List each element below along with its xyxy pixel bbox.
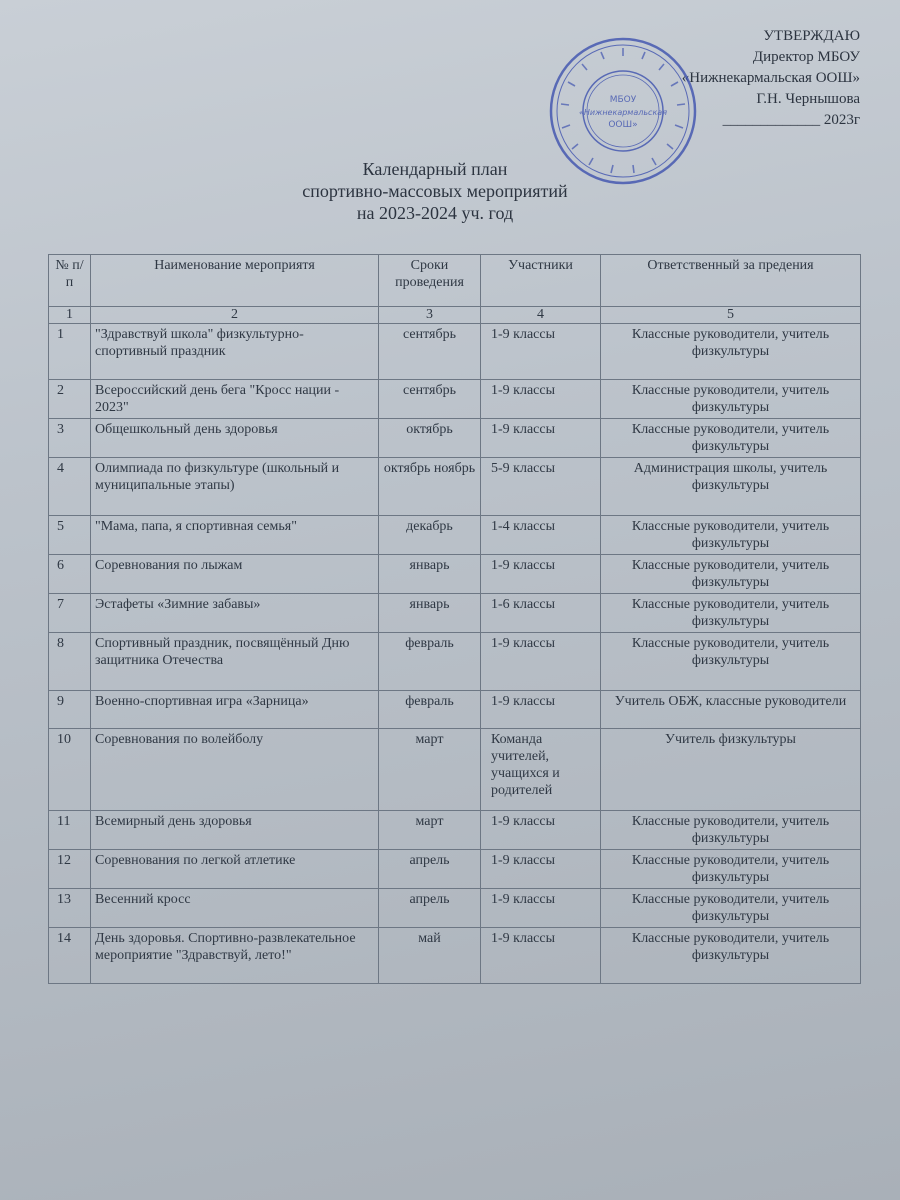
responsible-cell: Класcные руководители, учитель физкультуры xyxy=(601,419,861,458)
title-line-3: на 2023-2024 уч. год xyxy=(356,203,514,223)
responsible-cell: Класcные руководители, учитель физкультуры xyxy=(601,889,861,928)
column-number-row xyxy=(49,307,861,324)
row-number: 2 xyxy=(49,380,91,419)
approval-heading: УТВЕРЖДАЮ xyxy=(763,28,860,44)
column-number: 1 xyxy=(49,307,91,324)
responsible-cell: Класcные руководители, учитель физкультуры xyxy=(601,633,861,691)
responsible-cell: Класcные руководители, учитель физкультуры xyxy=(601,594,861,633)
table-row xyxy=(49,633,861,691)
row-number: 13 xyxy=(49,889,91,928)
table-row xyxy=(49,555,861,594)
column-number: 5 xyxy=(601,307,861,324)
event-date-cell: март xyxy=(379,729,481,811)
participants-cell: 1-9 классы xyxy=(481,324,601,380)
events-table xyxy=(48,254,861,984)
event-name-cell: Соревнования по волейболу xyxy=(91,729,379,811)
row-number: 9 xyxy=(49,691,91,729)
table-row xyxy=(49,850,861,889)
event-date-cell: октябрь xyxy=(379,419,481,458)
table-row xyxy=(49,516,861,555)
row-number: 1 xyxy=(49,324,91,380)
participants-cell: 1-9 классы xyxy=(481,889,601,928)
table-header-row xyxy=(49,255,861,307)
event-name-cell: Военно-спортивная игра «Зарница» xyxy=(91,691,379,729)
event-name-cell: "Здравствуй школа" физкультурно-спортивный праздник xyxy=(91,324,379,380)
event-date-cell: февраль xyxy=(379,633,481,691)
row-number: 5 xyxy=(49,516,91,555)
participants-cell: 1-9 классы xyxy=(481,380,601,419)
event-name-cell: Соревнования по легкой атлетике xyxy=(91,850,379,889)
approval-date: _____________ 2023г xyxy=(722,112,860,128)
stamp-text-1: МБОУ xyxy=(609,95,637,105)
table-row xyxy=(49,691,861,729)
table-row xyxy=(49,889,861,928)
header-participants: Участники xyxy=(481,255,601,307)
column-number: 2 xyxy=(91,307,379,324)
responsible-cell: Класcные руководители, учитель физкультуры xyxy=(601,324,861,380)
table-row xyxy=(49,324,861,380)
participants-cell: 1-4 классы xyxy=(481,516,601,555)
event-date-cell: сентябрь xyxy=(379,380,481,419)
responsible-cell: Класcные руководители, учитель физкультуры xyxy=(601,928,861,984)
participants-cell: 1-9 классы xyxy=(481,691,601,729)
event-name-cell: Всероссийский день бега "Кросс нации - 2023" xyxy=(91,380,379,419)
event-date-cell: февраль xyxy=(379,691,481,729)
participants-cell: 1-9 классы xyxy=(481,555,601,594)
responsible-cell: Учитель ОБЖ, класcные руководители xyxy=(601,691,861,729)
row-number: 11 xyxy=(49,811,91,850)
approval-position: Директор МБОУ xyxy=(752,49,860,65)
event-date-cell: апрель xyxy=(379,850,481,889)
title-line-2: спортивно-массовых мероприятий xyxy=(302,181,568,201)
table-row xyxy=(49,419,861,458)
event-name-cell: День здоровья. Спортивно-развлекательное мероприятие "Здравствуй, лето!" xyxy=(91,928,379,984)
stamp-text-3: ООШ» xyxy=(608,120,638,130)
event-name-cell: Всемирный день здоровья xyxy=(91,811,379,850)
row-number: 14 xyxy=(49,928,91,984)
column-number: 4 xyxy=(481,307,601,324)
responsible-cell: Учитель физкультуры xyxy=(601,729,861,811)
event-date-cell: декабрь xyxy=(379,516,481,555)
table-row xyxy=(49,458,861,516)
participants-cell: 1-9 классы xyxy=(481,633,601,691)
row-number: 6 xyxy=(49,555,91,594)
event-date-cell: март xyxy=(379,811,481,850)
event-date-cell: апрель xyxy=(379,889,481,928)
approval-signatory: Г.Н. Чернышова xyxy=(756,91,860,107)
responsible-cell: Класcные руководители, учитель физкультуры xyxy=(601,380,861,419)
responsible-cell: Класcные руководители, учитель физкультуры xyxy=(601,516,861,555)
event-date-cell: январь xyxy=(379,594,481,633)
event-name-cell: Весенний кросс xyxy=(91,889,379,928)
responsible-cell: Класcные руководители, учитель физкультуры xyxy=(601,850,861,889)
title-line-1: Календарный план xyxy=(362,159,508,179)
responsible-cell: Класcные руководители, учитель физкультуры xyxy=(601,555,861,594)
responsible-cell: Класcные руководители, учитель физкультуры xyxy=(601,811,861,850)
table-row xyxy=(49,928,861,984)
table-row xyxy=(49,729,861,811)
event-name-cell: Спортивный праздник, посвящённый Дню защитника Отечества xyxy=(91,633,379,691)
event-name-cell: Общешкольный день здоровья xyxy=(91,419,379,458)
responsible-cell: Администрация школы, учитель физкультуры xyxy=(601,458,861,516)
row-number: 7 xyxy=(49,594,91,633)
header-number: № п/п xyxy=(49,255,91,307)
event-name-cell: Соревнования по лыжам xyxy=(91,555,379,594)
participants-cell: 1-9 классы xyxy=(481,850,601,889)
event-date-cell: май xyxy=(379,928,481,984)
participants-cell: Команда учителей, учащихся и родителей xyxy=(481,729,601,811)
header-responsible: Ответственный за предения xyxy=(601,255,861,307)
table-row xyxy=(49,811,861,850)
column-number: 3 xyxy=(379,307,481,324)
event-name-cell: Олимпиада по физкультуре (школьный и муниципальные этапы) xyxy=(91,458,379,516)
row-number: 4 xyxy=(49,458,91,516)
event-name-cell: Эстафеты «Зимние забавы» xyxy=(91,594,379,633)
participants-cell: 1-9 классы xyxy=(481,928,601,984)
event-name-cell: "Мама, папа, я спортивная семья" xyxy=(91,516,379,555)
event-date-cell: октябрь ноябрь xyxy=(379,458,481,516)
header-dates: Сроки проведения xyxy=(379,255,481,307)
document-title xyxy=(200,158,670,224)
header-event-name: Наименование мероприятя xyxy=(91,255,379,307)
table-row xyxy=(49,594,861,633)
table-row xyxy=(49,380,861,419)
row-number: 10 xyxy=(49,729,91,811)
stamp-text-2: «Нижнекармальская xyxy=(578,108,668,117)
participants-cell: 5-9 классы xyxy=(481,458,601,516)
participants-cell: 1-6 классы xyxy=(481,594,601,633)
row-number: 8 xyxy=(49,633,91,691)
participants-cell: 1-9 классы xyxy=(481,419,601,458)
event-date-cell: январь xyxy=(379,555,481,594)
participants-cell: 1-9 классы xyxy=(481,811,601,850)
event-date-cell: сентябрь xyxy=(379,324,481,380)
row-number: 3 xyxy=(49,419,91,458)
approval-school: «Нижнекармальская ООШ» xyxy=(681,70,860,86)
row-number: 12 xyxy=(49,850,91,889)
